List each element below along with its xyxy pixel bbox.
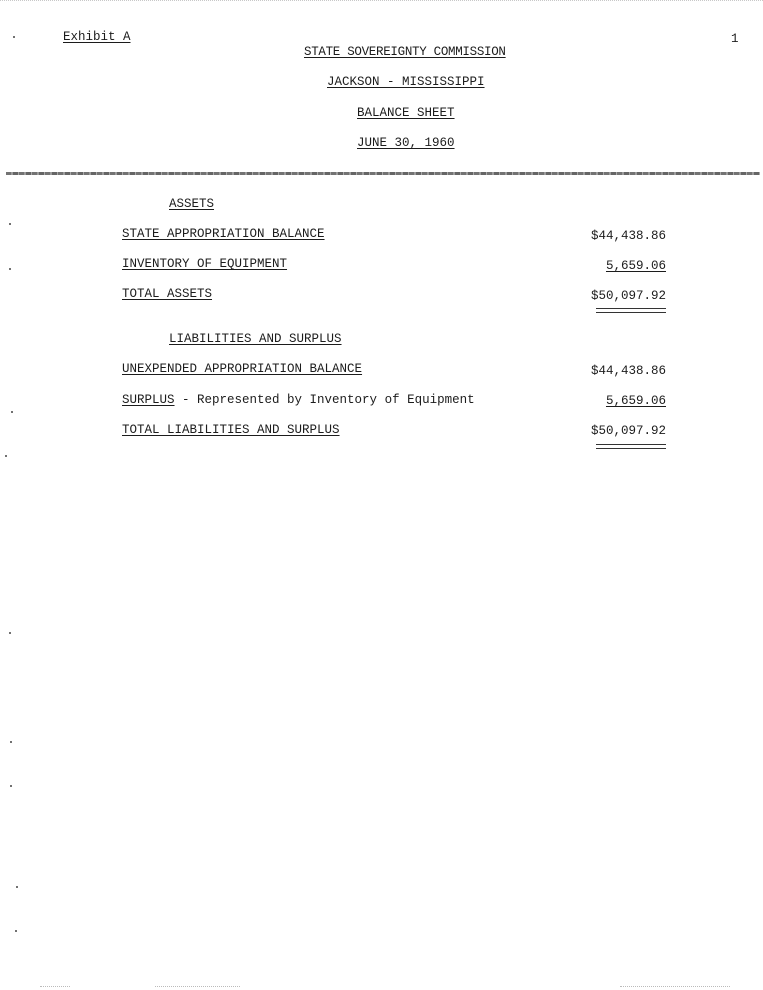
scan-speck [11,411,13,413]
liability-row-label: UNEXPENDED APPROPRIATION BALANCE [122,362,363,376]
asset-row-label: STATE APPROPRIATION BALANCE [122,227,325,241]
scan-speck [9,632,11,634]
bottom-edge [40,986,70,987]
asset-row-amount: 5,659.06 [605,259,666,273]
assets-heading: ASSETS [169,197,215,211]
top-edge [0,0,763,1]
total-liabilities-label: TOTAL LIABILITIES AND SURPLUS [122,423,340,437]
scan-speck [9,223,11,225]
surplus-label: SURPLUS [122,393,175,407]
title-line-1: STATE SOVEREIGNTY COMMISSION [304,45,506,59]
scan-speck [9,268,11,270]
liability-row-amount: $44,438.86 [590,364,666,378]
scan-speck [10,741,12,743]
asset-row-amount: $44,438.86 [590,229,666,243]
surplus-note: - Represented by Inventory of Equipment [182,393,475,407]
scan-speck [10,785,12,787]
title-line-4: JUNE 30, 1960 [357,136,455,150]
exhibit-label: Exhibit A [63,30,131,44]
bottom-edge [155,986,240,987]
total-assets-label: TOTAL ASSETS [122,287,213,301]
bottom-edge [620,986,730,987]
scan-speck [13,36,15,38]
scan-speck [5,455,7,457]
total-assets-amount: $50,097.92 [590,289,666,303]
title-line-3: BALANCE SHEET [357,106,455,120]
liability-row-amount: 5,659.06 [605,394,666,408]
total-assets-double-underline [596,308,666,313]
page-number: 1 [731,32,739,46]
asset-row-label: INVENTORY OF EQUIPMENT [122,257,288,271]
liabilities-heading: LIABILITIES AND SURPLUS [169,332,342,346]
scan-speck [15,930,17,932]
total-liabilities-double-underline [596,444,666,449]
scan-speck [16,886,18,888]
total-liabilities-amount: $50,097.92 [590,424,666,438]
surplus-row [122,393,475,407]
header-divider [6,172,760,175]
title-line-2: JACKSON - MISSISSIPPI [327,75,485,89]
